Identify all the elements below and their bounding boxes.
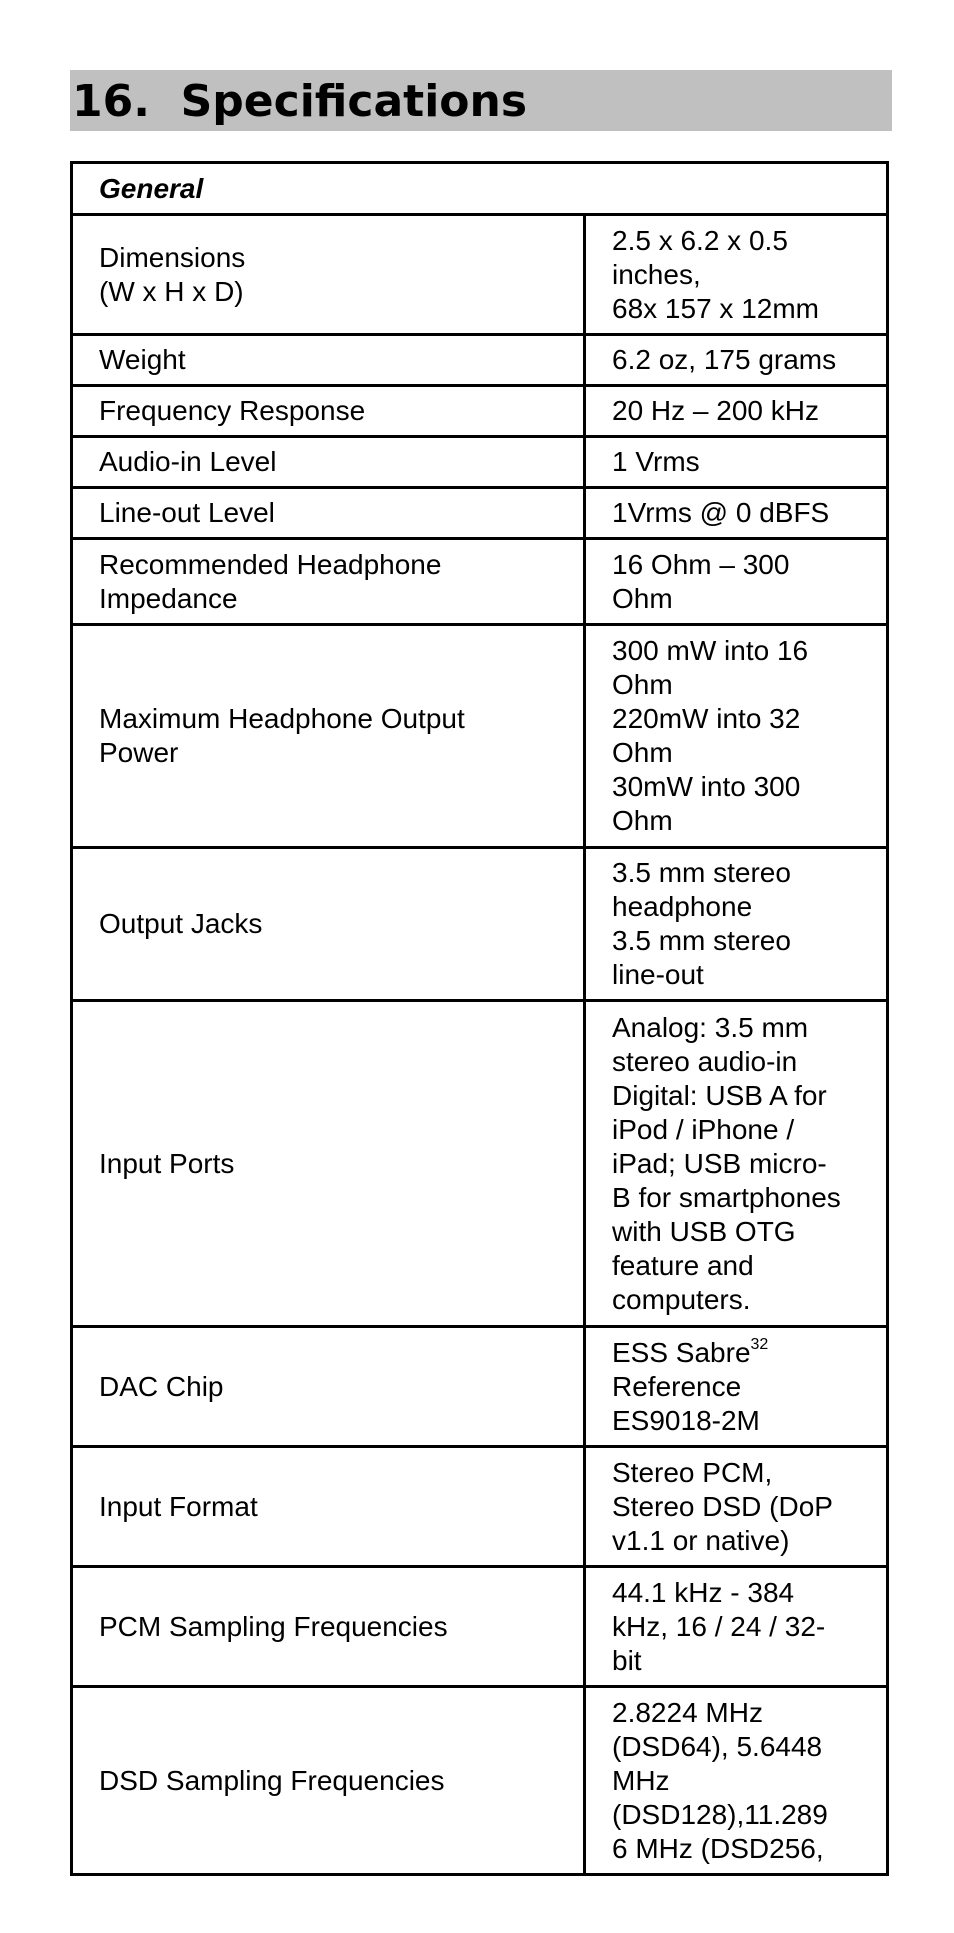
table-row bbox=[72, 1001, 888, 1327]
spec-value-line: iPad; USB micro- bbox=[612, 1147, 827, 1179]
spec-label: Frequency Response bbox=[72, 386, 585, 437]
spec-label-line: Impedance bbox=[99, 582, 238, 614]
spec-value-line: Ohm bbox=[612, 582, 673, 614]
table-row bbox=[72, 215, 888, 335]
spec-label: Audio-in Level bbox=[72, 437, 585, 488]
spec-label bbox=[72, 625, 585, 848]
section-label: General bbox=[72, 163, 888, 215]
spec-label-line: Power bbox=[99, 737, 179, 768]
spec-value-line: inches, bbox=[612, 258, 701, 290]
table-row bbox=[72, 488, 888, 539]
spec-label: Input Format bbox=[72, 1447, 585, 1567]
spec-value-line: Reference bbox=[612, 1370, 742, 1402]
spec-value-line: stereo audio-in bbox=[612, 1045, 798, 1077]
spec-label bbox=[72, 215, 585, 335]
spec-label-line: Maximum Headphone Output bbox=[99, 703, 465, 734]
spec-value-line: with USB OTG bbox=[612, 1215, 796, 1247]
spec-value bbox=[585, 539, 888, 625]
spec-value-line: ES9018-2M bbox=[612, 1404, 760, 1436]
spec-value: 1Vrms @ 0 dBFS bbox=[585, 488, 888, 539]
spec-label: Weight bbox=[72, 335, 585, 386]
superscript: 32 bbox=[750, 1335, 769, 1353]
spec-value-line: kHz, 16 / 24 / 32- bbox=[612, 1610, 826, 1642]
spec-value-line: bit bbox=[612, 1644, 642, 1676]
spec-label: DSD Sampling Frequencies bbox=[72, 1687, 585, 1875]
spec-value-line: Analog: 3.5 mm bbox=[612, 1011, 809, 1043]
spec-value bbox=[585, 848, 888, 1001]
spec-value-line: feature and bbox=[612, 1249, 754, 1281]
section-title: Specifications bbox=[180, 76, 528, 127]
spec-value-line: Digital: USB A for bbox=[612, 1079, 827, 1111]
spec-value-line: B for smartphones bbox=[612, 1181, 841, 1213]
spec-value bbox=[585, 625, 888, 848]
spec-value-line: 16 Ohm – 300 bbox=[612, 548, 790, 580]
spec-value-line: 6 MHz (DSD256, bbox=[612, 1832, 824, 1864]
spec-value bbox=[585, 1001, 888, 1327]
spec-value bbox=[585, 1567, 888, 1687]
spec-value-line: line-out bbox=[612, 959, 704, 990]
table-row bbox=[72, 848, 888, 1001]
section-heading bbox=[70, 70, 892, 131]
spec-value-line: Stereo PCM, bbox=[612, 1456, 773, 1488]
table-section-row bbox=[72, 163, 888, 215]
spec-value: 1 Vrms bbox=[585, 437, 888, 488]
table-row bbox=[72, 539, 888, 625]
spec-label: Line-out Level bbox=[72, 488, 585, 539]
table-row bbox=[72, 437, 888, 488]
spec-value bbox=[585, 1687, 888, 1875]
spec-value bbox=[585, 1447, 888, 1567]
spec-label: PCM Sampling Frequencies bbox=[72, 1567, 585, 1687]
spec-value-line: 44.1 kHz - 384 bbox=[612, 1576, 795, 1608]
spec-value-line: 68x 157 x 12mm bbox=[612, 292, 819, 324]
spec-value-line: 2.5 x 6.2 x 0.5 bbox=[612, 224, 788, 256]
spec-label-line: (W x H x D) bbox=[99, 275, 244, 307]
spec-label: Output Jacks bbox=[72, 848, 585, 1001]
spec-value-line: (DSD128),11.289 bbox=[612, 1798, 828, 1830]
table-row bbox=[72, 1687, 888, 1875]
spec-value bbox=[585, 1327, 888, 1447]
spec-value-line: Ohm bbox=[612, 737, 673, 768]
section-heading-text bbox=[72, 74, 527, 130]
spec-value-line: (DSD64), 5.6448 bbox=[612, 1730, 823, 1762]
spec-value-line: 30mW into 300 bbox=[612, 771, 801, 802]
spec-label bbox=[72, 539, 585, 625]
spec-value-line: computers. bbox=[612, 1283, 751, 1315]
spec-value-line: 300 mW into 16 bbox=[612, 635, 809, 666]
table-row bbox=[72, 1327, 888, 1447]
spec-value bbox=[585, 215, 888, 335]
spec-label: DAC Chip bbox=[72, 1327, 585, 1447]
spec-label-line: Dimensions bbox=[99, 241, 246, 273]
spec-value-line: Ohm bbox=[612, 805, 673, 836]
spec-value-line: Stereo DSD (DoP bbox=[612, 1490, 833, 1522]
spec-label: Input Ports bbox=[72, 1001, 585, 1327]
spec-value-line: 3.5 mm stereo bbox=[612, 925, 791, 956]
spec-value: 20 Hz – 200 kHz bbox=[585, 386, 888, 437]
spec-value-line: headphone bbox=[612, 891, 753, 922]
table-row bbox=[72, 1567, 888, 1687]
spec-value: 6.2 oz, 175 grams bbox=[585, 335, 888, 386]
spec-value-line: Ohm bbox=[612, 669, 673, 700]
spec-value-line: 3.5 mm stereo bbox=[612, 857, 791, 888]
spec-value-line: MHz bbox=[612, 1764, 670, 1796]
spec-value-line: iPod / iPhone / bbox=[612, 1113, 795, 1145]
table-row bbox=[72, 1447, 888, 1567]
spec-value-text: ESS Sabre bbox=[612, 1336, 751, 1368]
specifications-table bbox=[70, 161, 889, 1876]
spec-value-line bbox=[612, 1336, 876, 1370]
table-row bbox=[72, 625, 888, 848]
spec-value-line: 2.8224 MHz bbox=[612, 1696, 763, 1728]
spec-value-line: v1.1 or native) bbox=[612, 1524, 790, 1556]
spec-label-line: Recommended Headphone bbox=[99, 548, 442, 580]
table-row bbox=[72, 386, 888, 437]
section-number: 16. bbox=[72, 76, 150, 127]
spec-value-line: 220mW into 32 bbox=[612, 703, 801, 734]
table-row bbox=[72, 335, 888, 386]
